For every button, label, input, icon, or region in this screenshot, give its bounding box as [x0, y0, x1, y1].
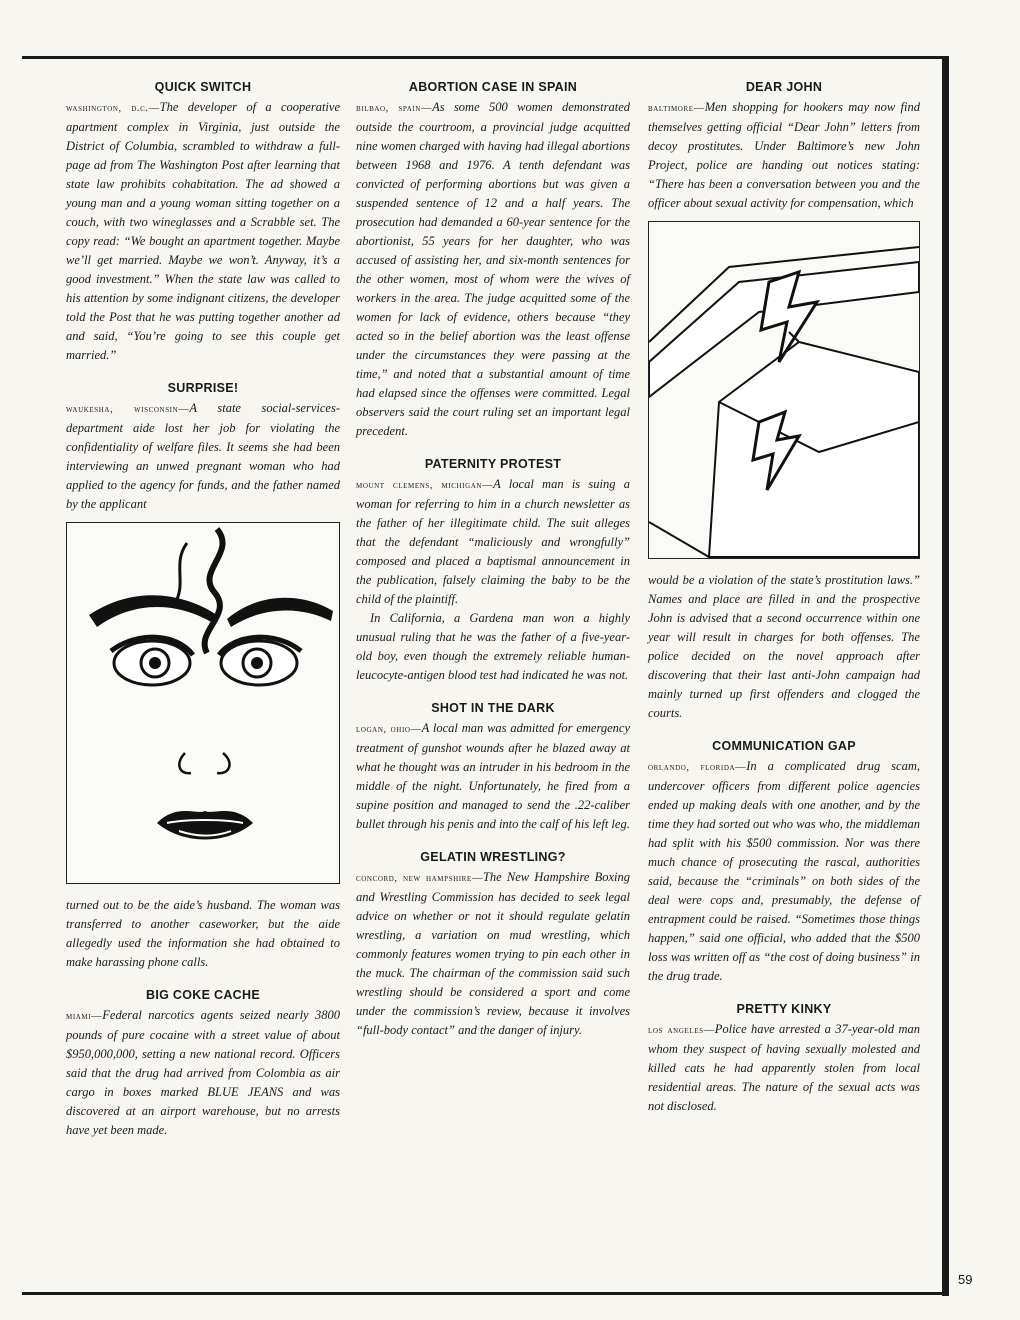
frame-bottom-rule [22, 1292, 948, 1295]
story-body [66, 1006, 340, 1140]
woman-face-drawing [67, 523, 339, 883]
story-paternity-protest [356, 457, 630, 685]
frame-right-rule [942, 56, 949, 1296]
story-body [648, 98, 920, 213]
story-big-coke-cache [66, 988, 340, 1140]
story-shot-in-the-dark [356, 701, 630, 834]
story-body [356, 475, 630, 609]
envelope-lightning-drawing [649, 222, 919, 558]
story-headline: PATERNITY PROTEST [424, 457, 562, 471]
story-dateline: washington, d.c.— [66, 103, 160, 114]
story-dateline: waukesha, wisconsin— [66, 404, 190, 415]
story-body [356, 719, 630, 834]
story-pretty-kinky [648, 1002, 920, 1116]
story-dateline: miami— [66, 1011, 103, 1022]
story-dateline: baltimore— [648, 103, 705, 114]
frame-top-rule [22, 56, 948, 59]
column-left [66, 80, 340, 1156]
story-body [648, 1020, 920, 1116]
story-headline: GELATIN WRESTLING? [420, 850, 566, 864]
illustration-woman-face [66, 522, 340, 884]
story-body-continued: turned out to be the aide’s husband. The woman was transferred to another caseworker, but the aide allegedly used the information she had obtained to make harassing phone calls. [66, 898, 340, 969]
story-dateline: concord, new hampshire— [356, 873, 483, 884]
story-body [66, 399, 340, 514]
story-body [648, 757, 920, 986]
story-headline: DEAR JOHN [745, 80, 823, 94]
story-body-continued: would be a violation of the state’s prostitution laws.” Names and place are filled in and the prospective John is advised that a second occurrence within one year will result in charges for both offenses. The police decided on the novel approach after discovering that their last anti-John campaign had mainly turned up first offenders and clogged the courts. [648, 573, 920, 720]
story-dateline: logan, ohio— [356, 724, 422, 735]
story-body [356, 868, 630, 1040]
story-text: The New Hampshire Boxing and Wrestling Commission has decided to seek legal advice on whether or not it should regulate gelatin wrestling, a variation on mud wrestling, which commonly features women trying to pin each other in the muck. The chairman of the commission said such wrestling should be considered a sport and come under the commission’s review, because it involves “full-body contact” and the danger of injury. [356, 870, 630, 1037]
story-gelatin-wrestling [356, 850, 630, 1040]
story-communication-gap [648, 739, 920, 986]
story-headline: PRETTY KINKY [736, 1002, 832, 1016]
story-text: Men shopping for hookers may now find themselves getting official “Dear John” letters from decoy prostitutes. Under Baltimore’s new John Project, police are handing out notices stating: “There has been a conversation between you and the officer about sexual activity for compensation, which [648, 100, 920, 210]
story-surprise [66, 381, 340, 972]
story-dear-john [648, 80, 920, 723]
story-body [356, 98, 630, 441]
story-text: Federal narcotics agents seized nearly 3800 pounds of pure cocaine with a street value of about $950,000,000, setting a new national record. Officers said that the drug had arrived from Colombia as air cargo in boxes marked BLUE JEANS and was discovered at an airport warehouse, but no arrests have yet been made. [66, 1008, 340, 1137]
page-number: 59 [958, 1272, 973, 1287]
story-headline: BIG COKE CACHE [146, 988, 260, 1002]
story-quick-switch [66, 80, 340, 365]
column-right [648, 80, 920, 1132]
story-headline: SHOT IN THE DARK [431, 701, 555, 715]
story-headline: QUICK SWITCH [154, 80, 252, 94]
story-text: The developer of a cooperative apartment complex in Virginia, just outside the District of Columbia, scrambled to withdraw a full-page ad from The Washington Post after learning that state law prohibits cohabitation. The ad showed a young man and a young woman sitting together on a couch, with two wineglasses and a Scrabble set. The copy read: “We bought an apartment together. Maybe we’ll get married. Maybe we won’t. Anyway, it’s a good investment.” When the state law was called to his attention by some indignant citizens, the developer told the Post that he was putting together another ad and said, “You’re going to see this couple get married.” [66, 100, 340, 362]
story-text: As some 500 women demonstrated outside the courtroom, a provincial judge acquitted nine women charged with having had illegal abortions between 1968 and 1976. A tenth defendant was convicted of performing abortions but was given a suspended sentence of 12 and a half years. The prosecution had demanded a 60-year sentence for the abortionist, 55 years for her daughter, who was accused of assisting her, and six-month sentences for the other women, most of whom were the wives of workers in the area. The judge acquitted some of the women for lack of evidence, others because “they acted so in the belief abortion was the least offense under the circumstances they were passing at the time,” and noted that a substantial amount of time had elapsed since the offenses were committed. Legal observers said the court ruling set an important legal precedent. [356, 100, 631, 438]
illustration-envelope-lightning [648, 221, 920, 559]
story-body-paragraph-2: In California, a Gardena man won a highly unusual ruling that he was the father of a five-year-old boy, even though the extremely reliable human-leucocyte-antigen blood test had indicated he was not. [356, 611, 630, 682]
story-text: A state social-services-department aide lost her job for violating the confidentiality of welfare files. It seems she had been interviewing an unwed pregnant woman who had applied to the agency for funds, and the father named by the applicant [66, 401, 340, 511]
column-middle [356, 80, 630, 1056]
story-headline: SURPRISE! [167, 381, 239, 395]
story-text: In a complicated drug scam, undercover officers from different police agencies ended up making deals with one another, and by the time they had sorted out who was who, the middleman had split with his $500 commission. Nor was there much chance of prosecuting the rascal, authorities said, because the “criminals” on both sides of the deal were cops and, presumably, the defense of entrapment could be raised. “Sometimes those things happen,” said one official, who added that the $500 loss was written off as “the cost of doing business” in the drug trade. [648, 759, 920, 983]
story-text: A local man is suing a woman for referring to him in a church newsletter as the father of her illegitimate child. The suit alleges that the defendant “maliciously and wrongfully” composed and placed a baptismal announcement in the publication, falsely claiming the baby to be the child of the plaintiff. [356, 477, 630, 606]
story-dateline: orlando, florida— [648, 762, 747, 773]
story-headline: COMMUNICATION GAP [712, 739, 856, 753]
story-headline: ABORTION CASE IN SPAIN [408, 80, 578, 94]
story-body [66, 98, 340, 365]
story-dateline: bilbao, spain— [356, 103, 433, 114]
story-dateline: los angeles— [648, 1025, 715, 1036]
story-dateline: mount clemens, michigan— [356, 480, 494, 491]
story-text: A local man was admitted for emergency treatment of gunshot wounds after he blazed away at what he thought was an intruder in his bedroom in the middle of the night. Unfortunately, he fired from a supine position and managed to send the .22-caliber bullet through his penis and into the calf of his left leg. [356, 721, 630, 831]
story-text: Police have arrested a 37-year-old man whom they suspect of having sexually molested and killed cats he had apparently stolen from local residential areas. The nature of the sexual acts was not disclosed. [648, 1022, 920, 1113]
story-abortion-case [356, 80, 630, 441]
